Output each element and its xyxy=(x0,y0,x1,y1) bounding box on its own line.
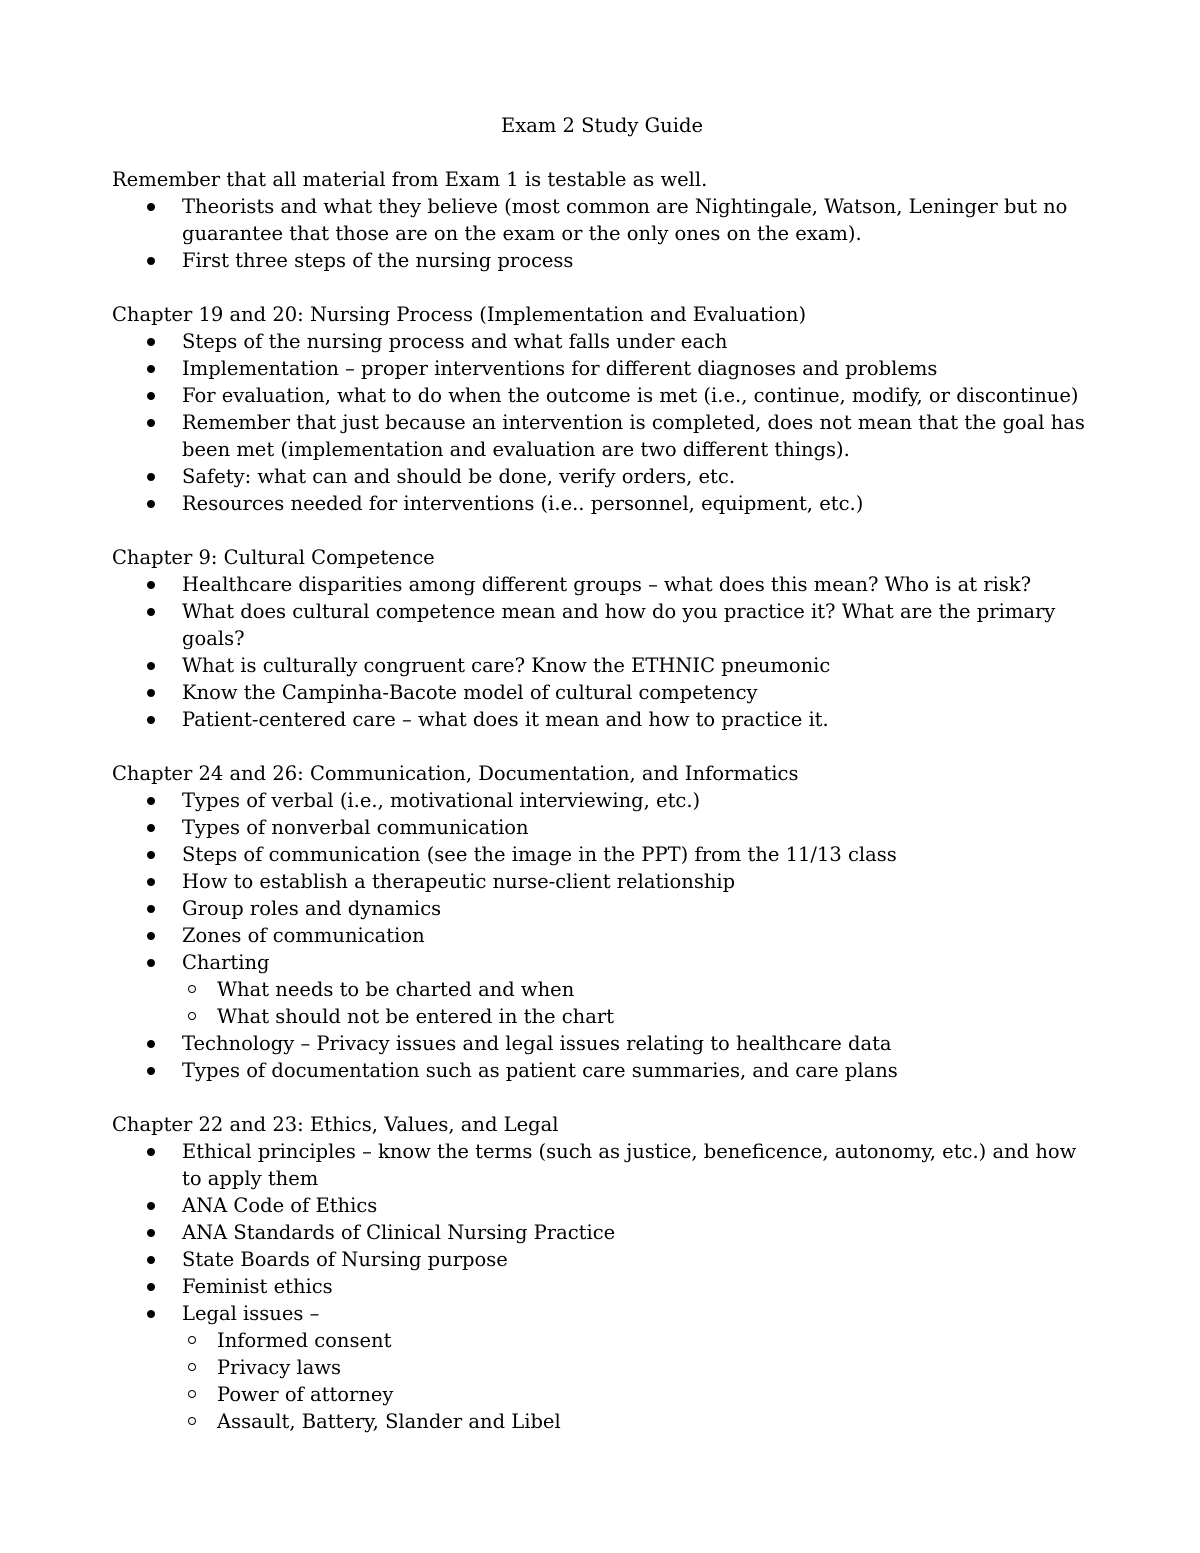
list-item-text: Types of verbal (i.e., motivational interviewing, etc.) xyxy=(182,789,701,812)
section xyxy=(112,544,1092,733)
list-item xyxy=(112,814,1092,841)
list-item xyxy=(112,463,1092,490)
section-heading: Chapter 19 and 20: Nursing Process (Implementation and Evaluation) xyxy=(112,303,807,326)
bullet-list xyxy=(112,787,1092,1084)
list-item-text: Steps of communication (see the image in the PPT) from the 11/13 class xyxy=(182,843,897,866)
list-item xyxy=(112,490,1092,517)
section-heading: Chapter 22 and 23: Ethics, Values, and Legal xyxy=(112,1113,559,1136)
list-item-text: Theorists and what they believe (most common are Nightingale, Watson, Leninger but no guarantee that those are on the exam or the only ones on the exam). xyxy=(182,195,1068,245)
list-item xyxy=(112,571,1092,598)
sub-list-item: Power of attorney xyxy=(182,1381,1092,1408)
list-item xyxy=(112,598,1092,652)
list-item-text: First three steps of the nursing process xyxy=(182,249,574,272)
list-item-text: Zones of communication xyxy=(182,924,425,947)
section xyxy=(112,1111,1092,1435)
page-title: Exam 2 Study Guide xyxy=(501,114,703,137)
list-item xyxy=(112,1057,1092,1084)
sub-list-item: Informed consent xyxy=(182,1327,1092,1354)
sub-list-item: What needs to be charted and when xyxy=(182,976,1092,1003)
list-item xyxy=(112,382,1092,409)
list-item-text: What does cultural competence mean and how do you practice it? What are the primary goals? xyxy=(182,600,1056,650)
list-item-text: Feminist ethics xyxy=(182,1275,333,1298)
list-item xyxy=(112,949,1092,1030)
bullet-list xyxy=(112,571,1092,733)
section-heading: Chapter 24 and 26: Communication, Documentation, and Informatics xyxy=(112,762,799,785)
sub-list xyxy=(182,1327,1092,1435)
list-item xyxy=(112,247,1092,274)
list-item xyxy=(112,1192,1092,1219)
list-item-text: Types of documentation such as patient care summaries, and care plans xyxy=(182,1059,898,1082)
list-item-text: Implementation – proper interventions for different diagnoses and problems xyxy=(182,357,938,380)
list-item-text: State Boards of Nursing purpose xyxy=(182,1248,508,1271)
list-item xyxy=(112,1030,1092,1057)
list-item xyxy=(112,922,1092,949)
list-item-text: Resources needed for interventions (i.e.. personnel, equipment, etc.) xyxy=(182,492,864,515)
section xyxy=(112,166,1092,274)
list-item xyxy=(112,1300,1092,1435)
list-item xyxy=(112,895,1092,922)
list-item xyxy=(112,355,1092,382)
list-item-text: Technology – Privacy issues and legal issues relating to healthcare data xyxy=(182,1032,892,1055)
sub-list-item: Privacy laws xyxy=(182,1354,1092,1381)
section-heading: Chapter 9: Cultural Competence xyxy=(112,546,435,569)
list-item xyxy=(112,679,1092,706)
list-item xyxy=(112,841,1092,868)
bullet-list xyxy=(112,328,1092,517)
sub-list-item: Assault, Battery, Slander and Libel xyxy=(182,1408,1092,1435)
bullet-list xyxy=(112,193,1092,274)
list-item-text: Patient-centered care – what does it mean and how to practice it. xyxy=(182,708,829,731)
list-item-text: ANA Standards of Clinical Nursing Practice xyxy=(182,1221,616,1244)
list-item-text: Safety: what can and should be done, verify orders, etc. xyxy=(182,465,736,488)
list-item xyxy=(112,193,1092,247)
list-item xyxy=(112,868,1092,895)
list-item xyxy=(112,1246,1092,1273)
list-item-text: Types of nonverbal communication xyxy=(182,816,529,839)
list-item-text: For evaluation, what to do when the outcome is met (i.e., continue, modify, or discontinue) xyxy=(182,384,1079,407)
list-item-text: What is culturally congruent care? Know the ETHNIC pneumonic xyxy=(182,654,831,677)
list-item-text: ANA Code of Ethics xyxy=(182,1194,378,1217)
list-item-text: Charting xyxy=(182,951,270,974)
bullet-list xyxy=(112,1138,1092,1435)
list-item-text: How to establish a therapeutic nurse-client relationship xyxy=(182,870,736,893)
list-item-text: Healthcare disparities among different groups – what does this mean? Who is at risk? xyxy=(182,573,1032,596)
list-item-text: Legal issues – xyxy=(182,1302,320,1325)
list-item-text: Know the Campinha-Bacote model of cultural competency xyxy=(182,681,758,704)
list-item xyxy=(112,1219,1092,1246)
sub-list-item: What should not be entered in the chart xyxy=(182,1003,1092,1030)
section xyxy=(112,301,1092,517)
section xyxy=(112,760,1092,1084)
list-item-text: Ethical principles – know the terms (such as justice, beneficence, autonomy, etc.) and how to apply them xyxy=(182,1140,1077,1190)
list-item xyxy=(112,1138,1092,1192)
list-item xyxy=(112,706,1092,733)
sub-list xyxy=(182,976,1092,1030)
list-item-text: Steps of the nursing process and what falls under each xyxy=(182,330,728,353)
list-item xyxy=(112,652,1092,679)
sections-container xyxy=(112,166,1092,1435)
list-item xyxy=(112,328,1092,355)
section-heading: Remember that all material from Exam 1 is testable as well. xyxy=(112,168,708,191)
list-item-text: Group roles and dynamics xyxy=(182,897,442,920)
document-content xyxy=(112,112,1092,1462)
list-item xyxy=(112,409,1092,463)
list-item-text: Remember that just because an intervention is completed, does not mean that the goal has been met (implementation and evaluation are two different things). xyxy=(182,411,1085,461)
list-item xyxy=(112,1273,1092,1300)
list-item xyxy=(112,787,1092,814)
